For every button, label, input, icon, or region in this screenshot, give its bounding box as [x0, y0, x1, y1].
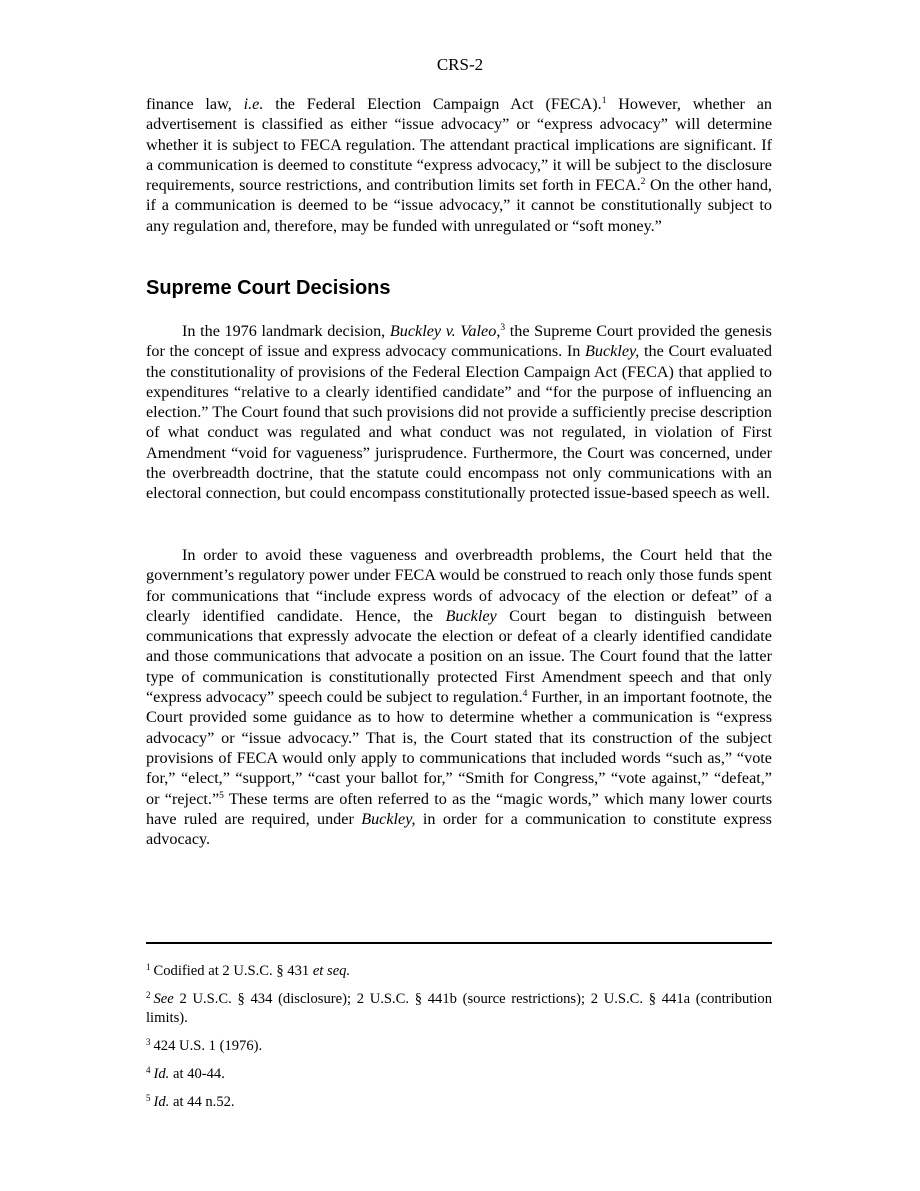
footnote-2: $^2$ See 2 U.S.C. § 434 (disclosure); 2 U.S.C. § 441b (source restrictions); 2 U.S.C. § 441a (contribution limits). — [146, 990, 772, 1026]
footnote-5: $^5$ Id. at 44 n.52. — [146, 1093, 235, 1110]
buckley-paragraph: In the 1976 landmark decision, Buckley v. Valeo,$^3$ the Supreme Court provided the genesis for the concept of issue and express advocacy communications. In Buckley, the Court evaluated the constitutionality of provisions of the Federal Election Campaign Act (FECA) that applied to expenditures “relative to a clearly identified candidate” and “for the purpose of influencing an election.” The Court found that such provisions did not provide a sufficiently precise description of what conduct was regulated and what conduct was not regulated, in violation of First Amendment “void for vagueness” jurisprudence. Furthermore, the Court was concerned, under the overbreadth doctrine, that the statute could encompass not only communications with an electoral connection, but could encompass constitutionally protected issue-based speech as well. — [146, 322, 772, 503]
footnote-ref: 3 — [500, 323, 506, 333]
page-number: CRS-2 — [436, 55, 484, 74]
footnote-divider — [146, 942, 772, 944]
section-heading: Supreme Court Decisions — [146, 277, 391, 299]
footnote-1: $^1$ Codified at 2 U.S.C. § 431 et seq. — [146, 962, 351, 979]
express-advocacy-paragraph: In order to avoid these vagueness and overbreadth problems, the Court held that the government’s regulatory power under FECA would be construed to reach only those funds spent for communications that “include express words of advocacy of the election or defeat” of a clearly identified candidate. Hence, the Buckley Court began to distinguish between communications that expressly advocate the election or defeat of a clearly identified candidate and those communications that advocate a position on an issue. The Court found that the latter type of communication is constitutionally protected First Amendment speech and that only “express advocacy” speech could be subject to regulation.$^4$ Further, in an important footnote, the Court provided some guidance as to how to determine whether a communication is “express advocacy” or “issue advocacy.” That is, the Court stated that its construction of the subject provisions of FECA would only apply to communications that included words “such as,” “vote for,” “elect,” “support,” “cast your ballot for,” “Smith for Congress,” “vote against,” “defeat,” or “reject.”$^5$ These terms are often referred to as the “magic words,” which many lower courts have ruled are required, under Buckley, in order for a communication to constitute express advocacy. — [146, 546, 773, 849]
footnote-ref: 1 — [601, 96, 607, 106]
footnote-4: $^4$ Id. at 40-44. — [146, 1065, 225, 1082]
footnote-ref: 2 — [640, 177, 646, 188]
footnote-3: $^3$ 424 U.S. 1 (1976). — [146, 1037, 263, 1054]
footnote-ref: 5 — [219, 790, 224, 801]
intro-paragraph: finance law, i.e. the Federal Election Campaign Act (FECA).$^1$ However, whether an advertisement is classified as either “issue advocacy” or “express advocacy” will determine whether it is subject to FECA regulation. The attendant practical implications are significant. If a communication is deemed to constitute “express advocacy,” it will be subject to the disclosure requirements, source restrictions, and contribution limits set forth in FECA.$^2$ On the other hand, if a communication is deemed to be “issue advocacy,” it cannot be constitutionally subject to any regulation and, therefore, may be funded with unregulated or “soft money.” — [146, 95, 772, 235]
footnote-ref: 4 — [522, 689, 528, 700]
footnotes — [146, 962, 772, 1121]
